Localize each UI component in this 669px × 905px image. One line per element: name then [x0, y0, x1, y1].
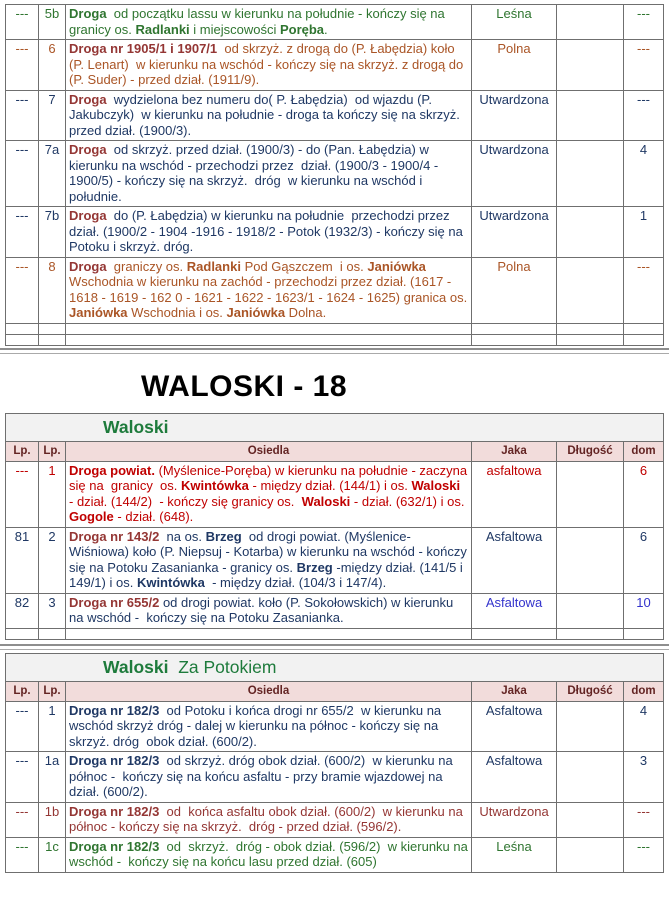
- column-header-dlugosc: Długość: [557, 681, 624, 701]
- lp-sub-number-cell: 7a: [39, 141, 66, 207]
- roads-table-za-potokiem: [5, 653, 664, 873]
- road-name-bold: Radlanki: [135, 21, 190, 37]
- table-row: [6, 837, 664, 872]
- lp-sub-number-cell: 3: [39, 593, 66, 628]
- road-type-cell: Utwardzona: [472, 207, 557, 258]
- osiedla-description-cell: [66, 461, 472, 527]
- empty-cell: [472, 323, 557, 334]
- osiedla-description-cell: [66, 90, 472, 141]
- house-count-cell: ---: [624, 802, 664, 837]
- column-header-row: [6, 441, 664, 461]
- lp-number-cell: ---: [6, 90, 39, 141]
- road-type-cell: Utwardzona: [472, 802, 557, 837]
- table-row: [6, 461, 664, 527]
- empty-cell: [6, 323, 39, 334]
- lp-sub-number-cell: 6: [39, 40, 66, 91]
- lp-sub-number-cell: 1: [39, 701, 66, 752]
- lp-number-cell: ---: [6, 257, 39, 323]
- length-cell: [557, 5, 624, 40]
- road-description-text: Wschodnia w kierunku na zachód - przechodzi przez dział. (1617 - 1618 - 1619 - 162 0 - 1621 - 1622 - 1623/1 - 1624 - 1625) granica os.: [69, 258, 471, 305]
- section-title: Waloski: [103, 416, 169, 437]
- column-header-lp2: Lp.: [39, 441, 66, 461]
- lp-sub-number-cell: 1c: [39, 837, 66, 872]
- section-band: [6, 653, 664, 681]
- table-row: [6, 802, 664, 837]
- house-count-cell: 10: [624, 593, 664, 628]
- lp-number-cell: 82: [6, 593, 39, 628]
- road-name-bold: Droga nr 182/3: [69, 702, 160, 718]
- column-header-lp1: Lp.: [6, 441, 39, 461]
- road-description-text: i miejscowości: [189, 21, 280, 37]
- road-description-text: - dział. (648).: [113, 509, 194, 524]
- length-cell: [557, 837, 624, 872]
- road-description-text: - dział. (144/2) - kończy się granicy os.: [69, 478, 464, 509]
- section-band-cell: [6, 413, 664, 441]
- lp-number-cell: 81: [6, 527, 39, 593]
- road-type-cell: Asfaltowa: [472, 701, 557, 752]
- road-description-text: - między dział. (104/3 i 147/4).: [204, 575, 387, 590]
- lp-number-cell: ---: [6, 40, 39, 91]
- column-header-dom: dom: [624, 681, 664, 701]
- column-header-row: [6, 681, 664, 701]
- road-name-bold: Gogole: [69, 509, 114, 524]
- house-count-cell: 6: [624, 527, 664, 593]
- length-cell: [557, 593, 624, 628]
- empty-cell: [66, 323, 472, 334]
- house-count-cell: ---: [624, 5, 664, 40]
- road-description-text: od końca asfaltu obok dział. (600/2) w kierunku na północ - kończy się na skrzyż. dróg - przed dział. (596/2).: [69, 803, 467, 834]
- column-header-jaka: Jaka: [472, 441, 557, 461]
- osiedla-description-cell: [66, 5, 472, 40]
- road-name-bold: Janiówka: [69, 305, 128, 320]
- road-description-text: od drogi powiat. koło (P. Sokołowskich) w kierunku na wschód - kończy się na Potoku Zasanianka.: [69, 594, 457, 625]
- table-row: [6, 593, 664, 628]
- length-cell: [557, 701, 624, 752]
- road-name-bold: Droga powiat.: [69, 462, 155, 478]
- table-row: [6, 141, 664, 207]
- table-row: [6, 5, 664, 40]
- road-description-text: .: [324, 21, 328, 37]
- house-count-cell: ---: [624, 837, 664, 872]
- road-name-bold: Droga: [69, 208, 107, 223]
- empty-cell: [6, 334, 39, 345]
- road-name-bold: Droga: [69, 258, 107, 274]
- empty-cell: [66, 628, 472, 639]
- road-name-bold: Droga: [69, 142, 107, 157]
- lp-number-cell: ---: [6, 752, 39, 803]
- road-name-bold: Brzeg: [205, 528, 242, 544]
- road-description-text: - między dział. (144/1) i os.: [248, 478, 412, 493]
- roads-table-waloski: [5, 413, 664, 640]
- house-count-cell: 1: [624, 207, 664, 258]
- road-type-cell: asfaltowa: [472, 461, 557, 527]
- lp-sub-number-cell: 8: [39, 257, 66, 323]
- empty-cell: [624, 628, 664, 639]
- osiedla-description-cell: [66, 837, 472, 872]
- lp-sub-number-cell: 2: [39, 527, 66, 593]
- length-cell: [557, 257, 624, 323]
- lp-number-cell: ---: [6, 141, 39, 207]
- length-cell: [557, 802, 624, 837]
- page-title: WALOSKI - 18: [141, 369, 348, 403]
- section-title: Waloski: [103, 656, 169, 677]
- road-type-cell: Utwardzona: [472, 141, 557, 207]
- road-type-cell: Asfaltowa: [472, 593, 557, 628]
- empty-cell: [624, 334, 664, 345]
- empty-cell: [39, 323, 66, 334]
- road-description-text: Dolna.: [285, 305, 327, 320]
- road-type-cell: Asfaltowa: [472, 752, 557, 803]
- road-description-text: graniczy os.: [106, 258, 187, 274]
- road-type-cell: Polna: [472, 257, 557, 323]
- osiedla-description-cell: [66, 701, 472, 752]
- road-description-text: wydzielona bez numeru do( P. Łabędzia) od wjazdu (P. Jakubczyk) w kierunku na południe - droga ta kończy się na skrzyż. przed dział. (1900/3).: [69, 91, 464, 138]
- road-name-bold: Droga: [69, 91, 107, 107]
- house-count-cell: 3: [624, 752, 664, 803]
- lp-number-cell: ---: [6, 207, 39, 258]
- lp-number-cell: ---: [6, 802, 39, 837]
- empty-cell: [66, 334, 472, 345]
- road-description-text: od Potoku i końca drogi nr 655/2 w kierunku na wschód skrzyż dróg - dalej w kierunku na północ - kończy się na skrzyż. dróg obok dział. (600/2).: [69, 702, 445, 749]
- road-name-bold: Janiówka: [367, 258, 426, 274]
- road-name-bold: Droga: [69, 6, 107, 21]
- table-row: [6, 257, 664, 323]
- road-description-text: -między dział. (141/5 i 149/1) i os.: [69, 559, 467, 590]
- column-header-dom: dom: [624, 441, 664, 461]
- road-type-cell: Polna: [472, 40, 557, 91]
- length-cell: [557, 90, 624, 141]
- section-subtitle: Za Potokiem: [168, 656, 277, 677]
- osiedla-description-cell: [66, 802, 472, 837]
- road-name-bold: Waloski: [301, 493, 351, 509]
- empty-cell: [557, 628, 624, 639]
- length-cell: [557, 461, 624, 527]
- length-cell: [557, 752, 624, 803]
- table-row: [6, 752, 664, 803]
- lp-sub-number-cell: 5b: [39, 5, 66, 40]
- empty-cell: [472, 334, 557, 345]
- osiedla-description-cell: [66, 207, 472, 258]
- table-row: [6, 90, 664, 141]
- road-description-text: Pod Gąszczem i os.: [240, 258, 368, 274]
- empty-cell: [557, 334, 624, 345]
- empty-spacer-row: [6, 628, 664, 639]
- road-type-cell: Asfaltowa: [472, 527, 557, 593]
- house-count-cell: 4: [624, 701, 664, 752]
- lp-sub-number-cell: 7: [39, 90, 66, 141]
- road-name-bold: Waloski: [411, 478, 461, 493]
- road-type-cell: Utwardzona: [472, 90, 557, 141]
- road-description-text: na os.: [159, 528, 206, 544]
- osiedla-description-cell: [66, 141, 472, 207]
- lp-sub-number-cell: 1: [39, 461, 66, 527]
- lp-sub-number-cell: 7b: [39, 207, 66, 258]
- road-name-bold: Droga nr 1905/1 i 1907/1: [69, 41, 218, 56]
- road-type-cell: Leśna: [472, 5, 557, 40]
- lp-number-cell: ---: [6, 837, 39, 872]
- road-name-bold: Poręba: [279, 21, 325, 37]
- section-band: [6, 413, 664, 441]
- road-name-bold: Droga nr 655/2: [69, 594, 160, 610]
- osiedla-description-cell: [66, 593, 472, 628]
- road-description-text: od drogi powiat. (Myślenice-Wiśniowa) koło (P. Niepsuj - Kotarba) w kierunku na wschód - kończy się na Potoku Zasanianka - granicy os.: [69, 528, 471, 575]
- house-count-cell: ---: [624, 257, 664, 323]
- empty-cell: [624, 323, 664, 334]
- length-cell: [557, 141, 624, 207]
- road-description-text: od początku lassu w kierunku na południe - kończy się na granicy os.: [69, 6, 449, 37]
- house-count-cell: 4: [624, 141, 664, 207]
- table-row: [6, 527, 664, 593]
- empty-cell: [557, 323, 624, 334]
- section-band-cell: [6, 653, 664, 681]
- road-name-bold: Droga nr 182/3: [69, 803, 160, 819]
- lp-number-cell: ---: [6, 461, 39, 527]
- road-type-cell: Leśna: [472, 837, 557, 872]
- empty-cell: [39, 334, 66, 345]
- road-name-bold: Brzeg: [296, 559, 333, 575]
- lp-sub-number-cell: 1b: [39, 802, 66, 837]
- table-separator: [0, 644, 669, 650]
- house-count-cell: ---: [624, 40, 664, 91]
- lp-sub-number-cell: 1a: [39, 752, 66, 803]
- column-header-jaka: Jaka: [472, 681, 557, 701]
- column-header-dlugosc: Długość: [557, 441, 624, 461]
- length-cell: [557, 207, 624, 258]
- table-row: [6, 207, 664, 258]
- road-name-bold: Droga nr 182/3: [69, 838, 160, 854]
- road-description-text: od skrzyż. dróg obok dział. (600/2) w kierunku na północ - kończy się na końcu asfaltu - przy bramie wjazdowej na dział. (600/2).: [69, 753, 457, 799]
- table-row: [6, 701, 664, 752]
- road-description-text: od skrzyż. przed dział. (1900/3) - do (Pan. Łabędzia) w kierunku na wschód - przechodzi przez dział. (1900/3 - 1900/4 - 1900/5) - kończy się na skrzyż. dróg w kierunku na wschód i południe.: [69, 142, 442, 204]
- road-name-bold: Radlanki: [186, 258, 241, 274]
- column-header-osiedla: Osiedla: [66, 441, 472, 461]
- column-header-lp2: Lp.: [39, 681, 66, 701]
- column-header-osiedla: Osiedla: [66, 681, 472, 701]
- road-name-bold: Janiówka: [226, 305, 286, 320]
- osiedla-description-cell: [66, 257, 472, 323]
- road-name-bold: Droga nr 182/3: [69, 753, 160, 768]
- road-description-text: - dział. (632/1) i os.: [350, 493, 469, 509]
- length-cell: [557, 527, 624, 593]
- road-description-text: Wschodnia i os.: [127, 305, 227, 320]
- road-name-bold: Droga nr 143/2: [69, 528, 160, 544]
- empty-cell: [39, 628, 66, 639]
- osiedla-description-cell: [66, 752, 472, 803]
- empty-spacer-row: [6, 323, 664, 334]
- road-description-text: od skrzyż. z drogą do (P. Łabędzia) koło (P. Lenart) w kierunku na wschód - kończy się na skrzyż. z drogą do (P. Suder) - przed dział. (1911/9).: [69, 41, 467, 87]
- road-name-bold: Kwintówka: [181, 478, 249, 493]
- osiedla-description-cell: [66, 40, 472, 91]
- empty-cell: [472, 628, 557, 639]
- empty-spacer-row: [6, 334, 664, 345]
- lp-number-cell: ---: [6, 701, 39, 752]
- table-row: [6, 40, 664, 91]
- column-header-lp1: Lp.: [6, 681, 39, 701]
- length-cell: [557, 40, 624, 91]
- osiedla-description-cell: [66, 527, 472, 593]
- road-description-text: do (P. Łabędzia) w kierunku na południe przechodzi przez dział. (1900/2 - 1904 -1916 - 1918/2 - Potok (1932/3) - kończy się na Potoku i skrzyż. dróg.: [69, 208, 467, 254]
- lp-number-cell: ---: [6, 5, 39, 40]
- road-name-bold: Kwintówka: [136, 575, 205, 590]
- house-count-cell: ---: [624, 90, 664, 141]
- table-separator: [0, 348, 669, 354]
- roads-table-continuation: [5, 4, 664, 346]
- road-description-text: od skrzyż. dróg - obok dział. (596/2) w kierunku na wschód - kończy się na końcu lasu przed dział. (605): [69, 838, 472, 869]
- road-description-text: (Myślenice-Poręba) w kierunku na południe - zaczyna się na granicy os.: [69, 462, 471, 493]
- house-count-cell: 6: [624, 461, 664, 527]
- empty-cell: [6, 628, 39, 639]
